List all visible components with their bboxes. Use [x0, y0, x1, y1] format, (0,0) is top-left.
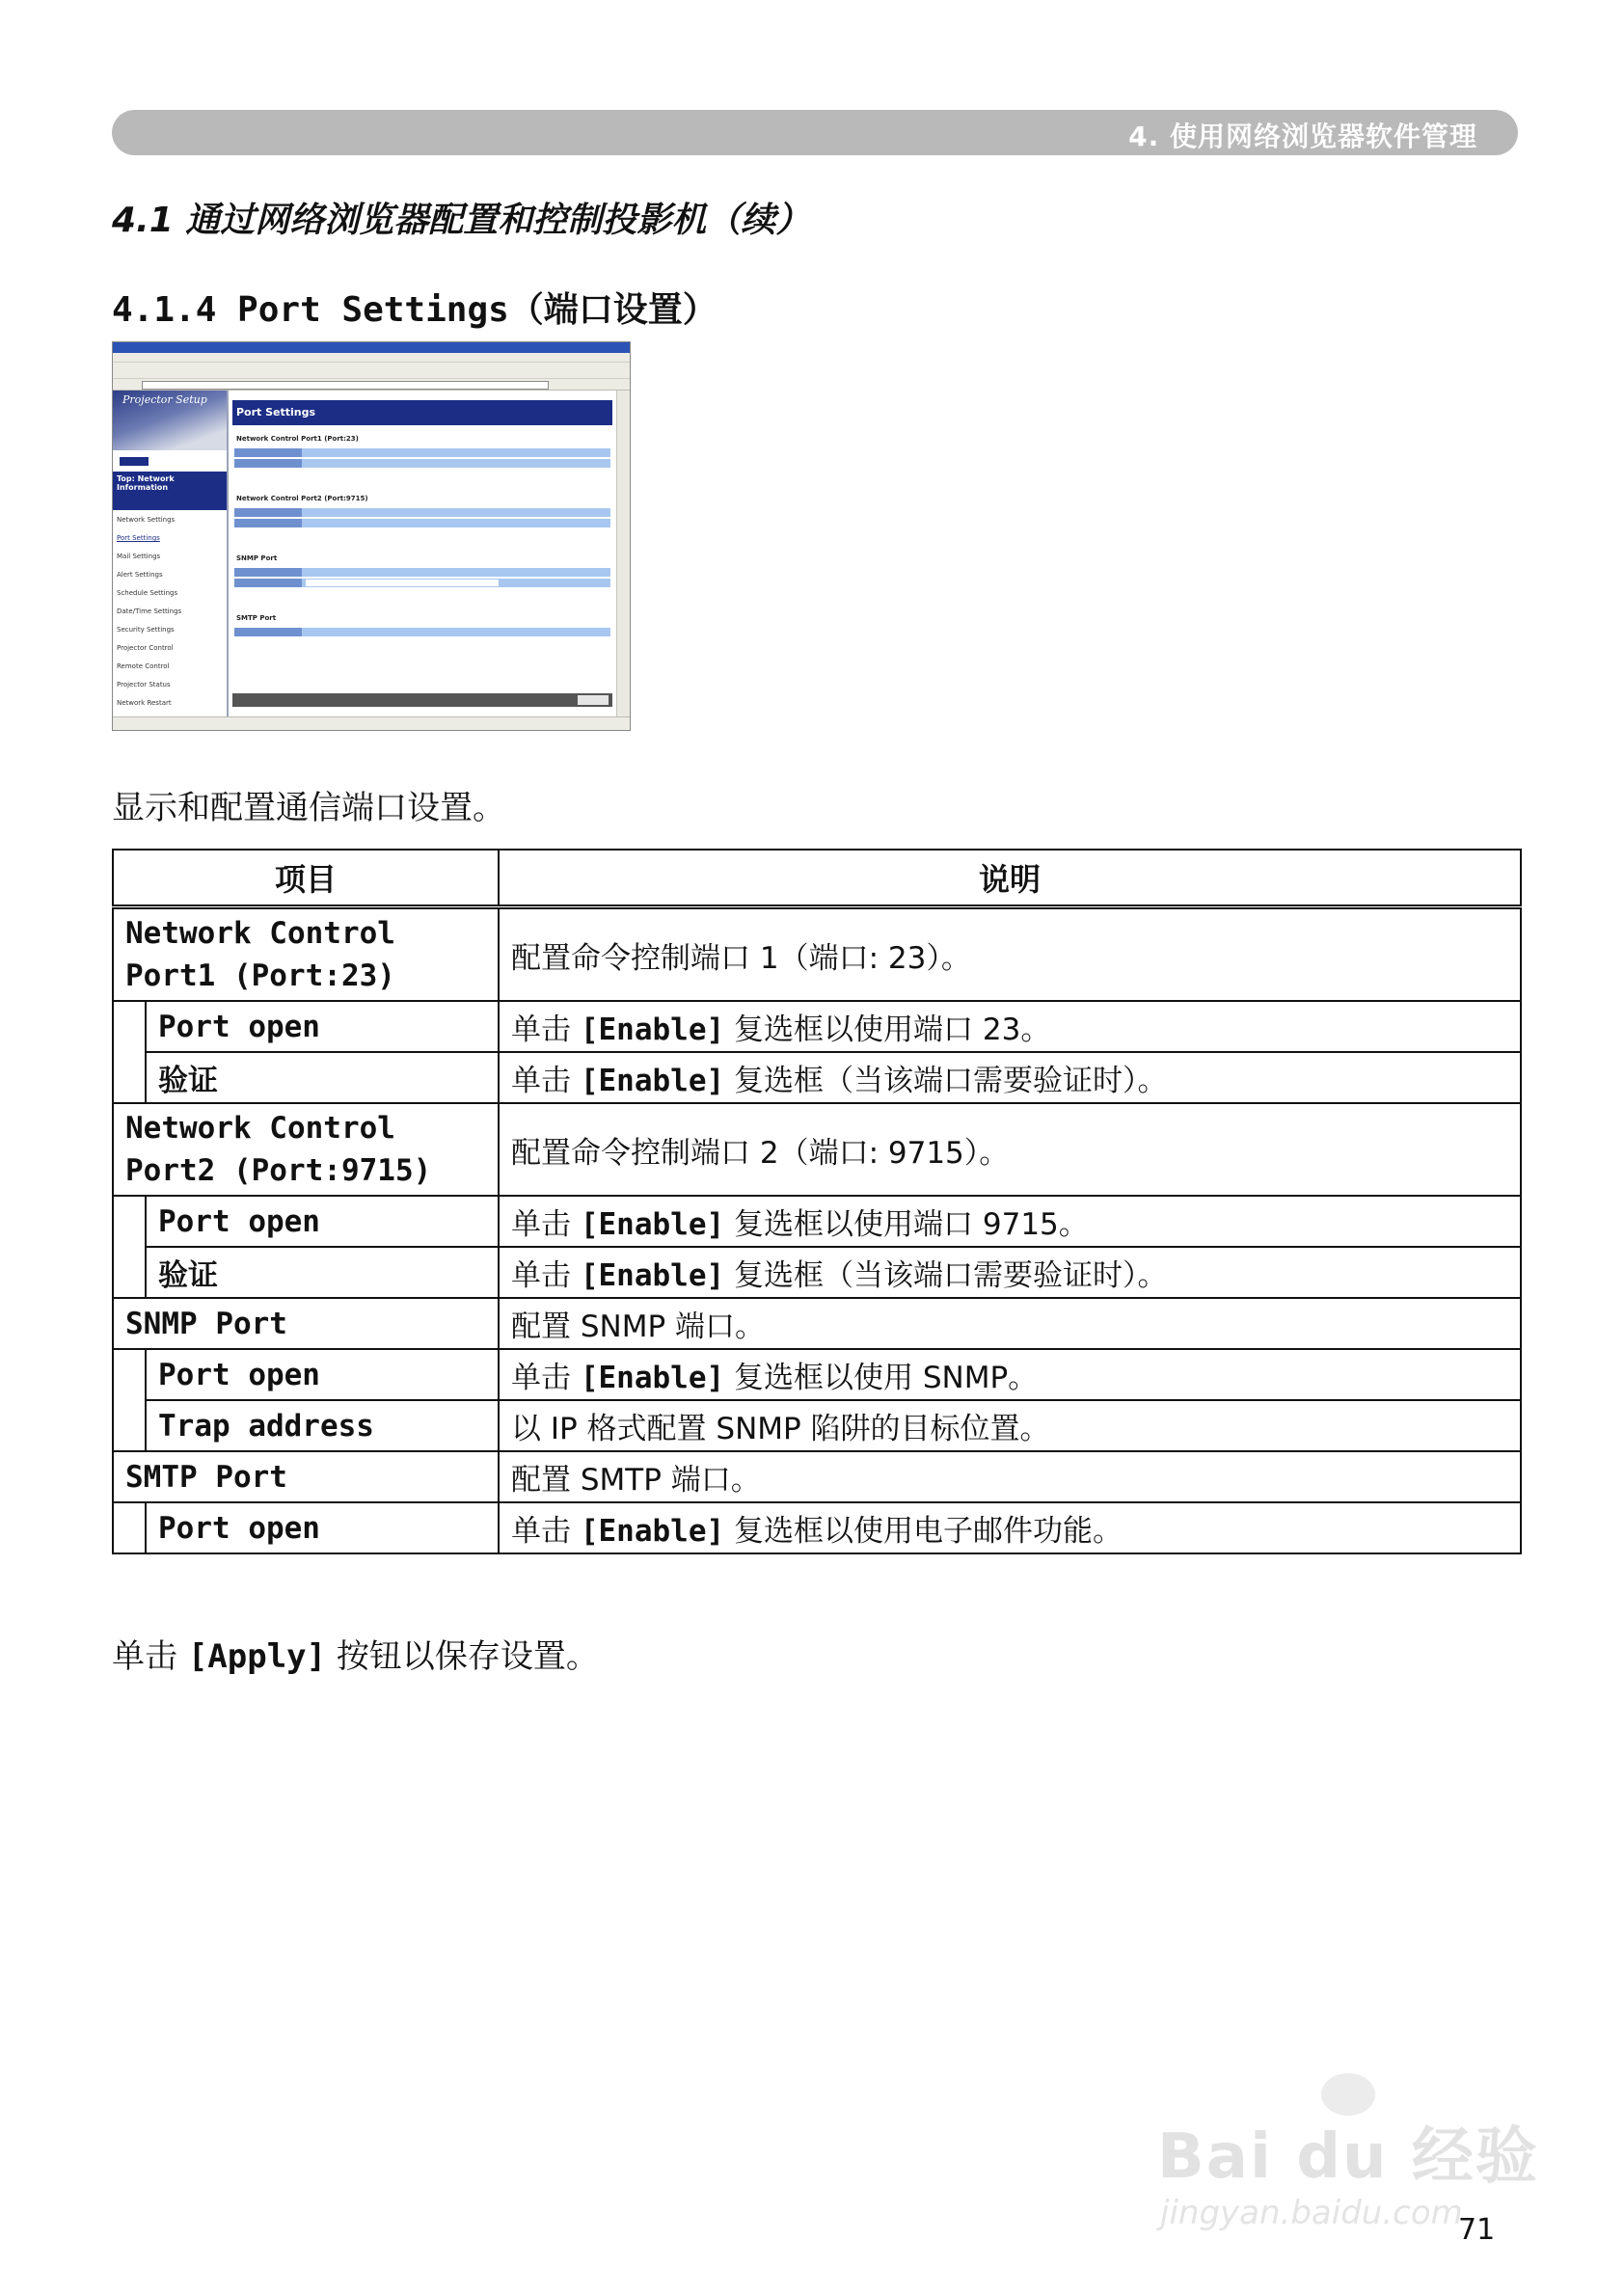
screenshot-row: [234, 519, 610, 527]
section-title: 4.1 通过网络浏览器配置和控制投影机（续）: [112, 201, 811, 240]
port-settings-screenshot: [112, 341, 631, 731]
table-row: [113, 1103, 1521, 1196]
screenshot-nav-item: Port Settings: [117, 534, 160, 542]
indent-cell: [113, 1196, 146, 1298]
screenshot-nav-head: Top: Network Information: [113, 472, 227, 510]
screenshot-nav-item: Alert Settings: [117, 571, 163, 579]
screenshot-nav-item: Projector Control: [117, 644, 174, 652]
item-port2-auth: 验证: [146, 1247, 499, 1298]
desc-port2: 配置命令控制端口 2（端口: 9715）。: [499, 1103, 1521, 1196]
screenshot-group-label: Network Control Port1 (Port:23): [236, 435, 359, 443]
desc-port1-auth: 单击 [Enable] 复选框（当该端口需要验证时）。: [499, 1052, 1521, 1103]
outro-text: 单击 [Apply] 按钮以保存设置。: [112, 1637, 599, 1676]
screenshot-group-label: Network Control Port2 (Port:9715): [236, 495, 368, 502]
item-port1-open: Port open: [146, 1001, 499, 1052]
screenshot-nav-item: Remote Control: [117, 662, 170, 670]
desc-port2-auth: 单击 [Enable] 复选框（当该端口需要验证时）。: [499, 1247, 1521, 1298]
table-row: [113, 1400, 1521, 1451]
table-row: [113, 907, 1521, 1002]
screenshot-row: [234, 579, 610, 587]
screenshot-main: [229, 391, 616, 716]
table-row: [113, 1502, 1521, 1553]
screenshot-group-label: SMTP Port: [236, 614, 277, 622]
item-snmp-trap: Trap address: [146, 1400, 499, 1451]
header-description: 说明: [499, 850, 1521, 907]
screenshot-statusbar: [113, 716, 630, 731]
screenshot-logout-button: [119, 456, 149, 467]
screenshot-nav-item: Network Settings: [117, 516, 176, 524]
screenshot-logo: Projector Setup: [113, 391, 227, 450]
item-port1: Network Control Port1 (Port:23): [113, 907, 499, 1002]
screenshot-main-head: Port Settings: [232, 400, 612, 425]
item-smtp: SMTP Port: [113, 1451, 499, 1502]
item-port2: Network Control Port2 (Port:9715): [113, 1103, 499, 1196]
screenshot-row: [234, 448, 610, 457]
indent-cell: [113, 1349, 146, 1451]
subsection-title: 4.1.4 Port Settings（端口设置）: [112, 290, 717, 330]
item-snmp: SNMP Port: [113, 1298, 499, 1349]
header-item: 项目: [113, 850, 499, 907]
screenshot-addressbar: [113, 379, 630, 391]
item-smtp-open: Port open: [146, 1502, 499, 1553]
screenshot-nav-item: Date/Time Settings: [117, 608, 182, 615]
intro-text: 显示和配置通信端口设置。: [112, 789, 505, 827]
screenshot-toolbar: [113, 363, 630, 379]
screenshot-row: [234, 628, 610, 636]
table-row: [113, 1298, 1521, 1349]
watermark-logo: Bai du 经验: [1157, 2121, 1539, 2193]
indent-cell: [113, 1502, 146, 1553]
screenshot-scrollbar: [616, 391, 631, 716]
desc-port1: 配置命令控制端口 1（端口: 23）。: [499, 907, 1521, 1002]
item-port2-open: Port open: [146, 1196, 499, 1247]
desc-smtp: 配置 SMTP 端口。: [499, 1451, 1521, 1502]
table-row: [113, 1052, 1521, 1103]
table-row: [113, 1247, 1521, 1298]
port-settings-table: [112, 849, 1522, 1554]
screenshot-sidebar: [113, 391, 229, 716]
desc-snmp-open: 单击 [Enable] 复选框以使用 SNMP。: [499, 1349, 1521, 1400]
chapter-header-bar: [112, 110, 1518, 155]
table-row: [113, 1001, 1521, 1052]
desc-snmp: 配置 SNMP 端口。: [499, 1298, 1521, 1349]
screenshot-group-label: SNMP Port: [236, 554, 278, 562]
table-row: [113, 1196, 1521, 1247]
table-header-row: [113, 850, 1521, 907]
screenshot-nav-item: Mail Settings: [117, 553, 161, 560]
table-row: [113, 1451, 1521, 1502]
item-port1-auth: 验证: [146, 1052, 499, 1103]
desc-snmp-trap: 以 IP 格式配置 SNMP 陷阱的目标位置。: [499, 1400, 1521, 1451]
indent-cell: [113, 1001, 146, 1103]
desc-port1-open: 单击 [Enable] 复选框以使用端口 23。: [499, 1001, 1521, 1052]
screenshot-titlebar: [113, 342, 630, 353]
page-number: 71: [1458, 2213, 1496, 2247]
screenshot-apply-button: [578, 695, 609, 705]
screenshot-nav-item: Projector Status: [117, 681, 171, 688]
screenshot-row: [234, 459, 610, 468]
screenshot-apply-bar: [232, 693, 612, 707]
chapter-header-text: 4. 使用网络浏览器软件管理: [1128, 121, 1477, 152]
screenshot-row: [234, 568, 610, 577]
screenshot-nav-item: Security Settings: [117, 626, 175, 634]
desc-smtp-open: 单击 [Enable] 复选框以使用电子邮件功能。: [499, 1502, 1521, 1553]
screenshot-nav-item: Schedule Settings: [117, 589, 178, 597]
screenshot-menubar: [113, 353, 630, 363]
screenshot-nav-item: Network Restart: [117, 699, 172, 707]
item-snmp-open: Port open: [146, 1349, 499, 1400]
desc-port2-open: 单击 [Enable] 复选框以使用端口 9715。: [499, 1196, 1521, 1247]
screenshot-row: [234, 508, 610, 517]
watermark-url: jingyan.baidu.com: [1160, 2194, 1463, 2232]
table-row: [113, 1349, 1521, 1400]
